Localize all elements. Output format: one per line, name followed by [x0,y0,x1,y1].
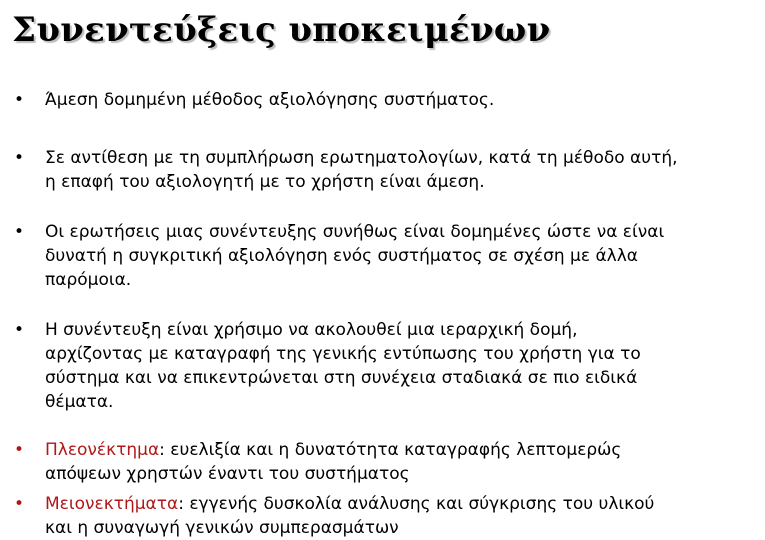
bullet-line: παρόμοια. [45,270,132,290]
bullet-item-disadvantage [14,492,754,540]
bullet-item [14,220,754,292]
bullet-item [14,146,754,194]
bullet-icon: • [14,148,25,168]
bullet-line: Σε αντίθεση με τη συμπλήρωση ερωτηματολογίων, κατά τη μέθοδο αυτή, [45,148,678,168]
bullet-text [45,146,754,194]
bullet-line: Άμεση δομημένη μέθοδος αξιολόγησης συστήματος. [45,90,495,110]
bullet-icon: • [14,494,25,514]
bullet-icon: • [14,320,25,340]
bullet-line: αρχίζοντας με καταγραφή της γενικής εντύπωσης του χρήστη για το [45,344,641,364]
bullet-text [45,438,754,486]
bullet-line: θέματα. [45,392,114,412]
bullet-item [14,318,754,414]
bullet-text [45,88,754,112]
advantage-label: Πλεονέκτημα [45,440,160,460]
bullet-icon: • [14,222,25,242]
disadvantage-label: Μειονεκτήματα [45,494,179,514]
bullet-line [45,438,754,462]
bullet-line: δυνατή η συγκριτική αξιολόγηση ενός συστήματος σε σχέση με άλλα [45,246,638,266]
bullet-line: και η συναγωγή γενικών συμπερασμάτων [45,518,399,538]
bullet-line: απόψεων χρηστών έναντι του συστήματος [45,464,410,484]
bullet-text [45,492,754,540]
bullet-line: Η συνέντευξη είναι χρήσιμο να ακολουθεί μια ιεραρχική δομή, [45,320,578,340]
advantage-text: : ευελιξία και η δυνατότητα καταγραφής λεπτομερώς [159,440,622,460]
bullet-line: Οι ερωτήσεις μιας συνέντευξης συνήθως είναι δομημένες ώστε να είναι [45,222,665,242]
bullet-icon: • [14,90,25,110]
slide-title: Συνεντεύξεις υποκειμένων [12,10,551,50]
bullet-line: σύστημα και να επικεντρώνεται στη συνέχεια σταδιακά σε πιο ειδικά [45,368,638,388]
bullet-item-advantage [14,438,754,486]
bullet-item [14,88,754,112]
bullet-text [45,220,754,292]
bullet-line [45,492,754,516]
bullet-text [45,318,754,414]
bullet-line: η επαφή του αξιολογητή με το χρήστη είναι άμεση. [45,172,485,192]
bullet-icon: • [14,440,25,460]
disadvantage-text: : εγγενής δυσκολία ανάλυσης και σύγκρισης του υλικού [178,494,655,514]
